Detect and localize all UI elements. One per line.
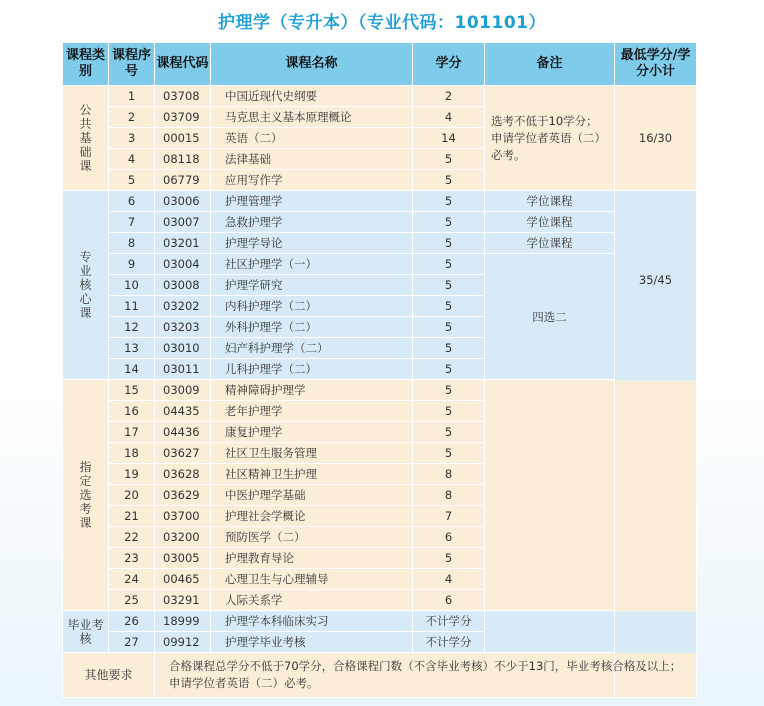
course-credit: 5 <box>413 170 485 191</box>
course-code: 04435 <box>155 401 211 422</box>
course-credit: 5 <box>413 401 485 422</box>
course-seq: 7 <box>109 212 155 233</box>
table-row <box>63 254 697 275</box>
course-name: 妇产科护理学（二） <box>211 338 413 359</box>
other-requirements-row <box>63 653 697 698</box>
course-seq: 19 <box>109 464 155 485</box>
course-name: 护理教育导论 <box>211 548 413 569</box>
course-credit: 5 <box>413 296 485 317</box>
course-seq: 3 <box>109 128 155 149</box>
table-header-row <box>63 43 697 86</box>
course-credit: 5 <box>413 254 485 275</box>
course-name: 护理学导论 <box>211 233 413 254</box>
course-seq: 4 <box>109 149 155 170</box>
table-row <box>63 611 697 632</box>
course-code: 03709 <box>155 107 211 128</box>
course-name: 中医护理学基础 <box>211 485 413 506</box>
course-seq: 14 <box>109 359 155 380</box>
course-credit: 5 <box>413 443 485 464</box>
course-name: 精神障碍护理学 <box>211 380 413 401</box>
course-code: 08118 <box>155 149 211 170</box>
course-credit: 不计学分 <box>413 611 485 632</box>
course-name: 预防医学（二） <box>211 527 413 548</box>
table-row <box>63 212 697 233</box>
course-name: 法律基础 <box>211 149 413 170</box>
header-min-credit: 最低学分/学分小计 <box>615 43 697 86</box>
other-requirements-text: 合格课程总学分不低于70学分，合格课程门数（不含毕业考核）不少于13门，毕业考核合格及以上；申请学位者英语（二）必考。 <box>155 653 697 698</box>
course-credit: 6 <box>413 590 485 611</box>
course-credit: 5 <box>413 191 485 212</box>
course-code: 03627 <box>155 443 211 464</box>
course-credit: 不计学分 <box>413 632 485 653</box>
course-name: 老年护理学 <box>211 401 413 422</box>
course-name: 内科护理学（二） <box>211 296 413 317</box>
course-seq: 25 <box>109 590 155 611</box>
course-code: 03203 <box>155 317 211 338</box>
course-name: 英语（二） <box>211 128 413 149</box>
table-row <box>63 233 697 254</box>
header-credit: 学分 <box>413 43 485 86</box>
course-name: 社区精神卫生护理 <box>211 464 413 485</box>
course-name: 护理管理学 <box>211 191 413 212</box>
course-seq: 9 <box>109 254 155 275</box>
note-public-basic: 选考不低于10学分；申请学位者英语（二）必考。 <box>485 86 615 191</box>
min-credit-core: 35/45 <box>615 191 697 698</box>
course-code: 03700 <box>155 506 211 527</box>
course-note: 学位课程 <box>485 191 615 212</box>
course-name: 应用写作学 <box>211 170 413 191</box>
course-credit: 7 <box>413 506 485 527</box>
course-seq: 12 <box>109 317 155 338</box>
course-seq: 5 <box>109 170 155 191</box>
header-name: 课程名称 <box>211 43 413 86</box>
course-seq: 20 <box>109 485 155 506</box>
course-credit: 5 <box>413 275 485 296</box>
table-row <box>63 380 697 401</box>
header-note: 备注 <box>485 43 615 86</box>
course-credit: 4 <box>413 107 485 128</box>
course-code: 06779 <box>155 170 211 191</box>
course-code: 03200 <box>155 527 211 548</box>
course-seq: 11 <box>109 296 155 317</box>
course-seq: 26 <box>109 611 155 632</box>
course-name: 急救护理学 <box>211 212 413 233</box>
course-seq: 21 <box>109 506 155 527</box>
course-name: 马克思主义基本原理概论 <box>211 107 413 128</box>
course-seq: 8 <box>109 233 155 254</box>
course-code: 03629 <box>155 485 211 506</box>
course-credit: 5 <box>413 548 485 569</box>
course-seq: 22 <box>109 527 155 548</box>
course-credit: 5 <box>413 317 485 338</box>
category-graduation: 毕业考核 <box>63 611 109 653</box>
note-graduation-empty <box>485 611 615 653</box>
category-core: 专业核心课 <box>63 191 109 380</box>
table-row <box>63 86 697 107</box>
course-name: 康复护理学 <box>211 422 413 443</box>
course-code: 03201 <box>155 233 211 254</box>
course-code: 03004 <box>155 254 211 275</box>
course-seq: 1 <box>109 86 155 107</box>
course-credit: 6 <box>413 527 485 548</box>
other-requirements-label: 其他要求 <box>63 653 155 698</box>
course-name: 护理学毕业考核 <box>211 632 413 653</box>
course-name: 护理社会学概论 <box>211 506 413 527</box>
header-seq: 课程序号 <box>109 43 155 86</box>
course-credit: 5 <box>413 212 485 233</box>
course-name: 中国近现代史纲要 <box>211 86 413 107</box>
course-code: 03009 <box>155 380 211 401</box>
course-credit: 5 <box>413 359 485 380</box>
course-seq: 27 <box>109 632 155 653</box>
course-credit: 5 <box>413 422 485 443</box>
course-name: 社区卫生服务管理 <box>211 443 413 464</box>
course-name: 人际关系学 <box>211 590 413 611</box>
course-note: 学位课程 <box>485 212 615 233</box>
min-credit-public-basic: 16/30 <box>615 86 697 191</box>
course-code: 03628 <box>155 464 211 485</box>
course-credit: 14 <box>413 128 485 149</box>
page-title: 护理学（专升本）（专业代码：101101） <box>218 13 546 33</box>
course-code: 00015 <box>155 128 211 149</box>
course-code: 04436 <box>155 422 211 443</box>
course-credit: 5 <box>413 338 485 359</box>
course-seq: 13 <box>109 338 155 359</box>
note-elective-empty <box>485 380 615 611</box>
course-credit: 5 <box>413 149 485 170</box>
course-credit: 8 <box>413 464 485 485</box>
table-row <box>63 191 697 212</box>
course-code: 03202 <box>155 296 211 317</box>
course-name: 护理学本科临床实习 <box>211 611 413 632</box>
course-code: 00465 <box>155 569 211 590</box>
course-name: 社区护理学（一） <box>211 254 413 275</box>
header-code: 课程代码 <box>155 43 211 86</box>
header-category: 课程类别 <box>63 43 109 86</box>
course-note-choose: 四选二 <box>485 254 615 380</box>
course-seq: 6 <box>109 191 155 212</box>
course-name: 心理卫生与心理辅导 <box>211 569 413 590</box>
course-plan-table <box>62 42 697 698</box>
course-code: 03011 <box>155 359 211 380</box>
course-note: 学位课程 <box>485 233 615 254</box>
course-seq: 2 <box>109 107 155 128</box>
course-credit: 5 <box>413 380 485 401</box>
course-code: 18999 <box>155 611 211 632</box>
course-name: 外科护理学（二） <box>211 317 413 338</box>
course-code: 03010 <box>155 338 211 359</box>
course-seq: 10 <box>109 275 155 296</box>
course-credit: 5 <box>413 233 485 254</box>
course-credit: 8 <box>413 485 485 506</box>
course-seq: 16 <box>109 401 155 422</box>
course-seq: 18 <box>109 443 155 464</box>
course-seq: 15 <box>109 380 155 401</box>
category-public-basic: 公共基础课 <box>63 86 109 191</box>
course-seq: 23 <box>109 548 155 569</box>
course-code: 03708 <box>155 86 211 107</box>
course-code: 03005 <box>155 548 211 569</box>
course-credit: 4 <box>413 569 485 590</box>
course-code: 09912 <box>155 632 211 653</box>
course-seq: 24 <box>109 569 155 590</box>
course-seq: 17 <box>109 422 155 443</box>
course-code: 03006 <box>155 191 211 212</box>
course-code: 03008 <box>155 275 211 296</box>
course-name: 护理学研究 <box>211 275 413 296</box>
course-credit: 2 <box>413 86 485 107</box>
course-name: 儿科护理学（二） <box>211 359 413 380</box>
course-code: 03291 <box>155 590 211 611</box>
course-code: 03007 <box>155 212 211 233</box>
category-elective: 指定选考课 <box>63 380 109 611</box>
